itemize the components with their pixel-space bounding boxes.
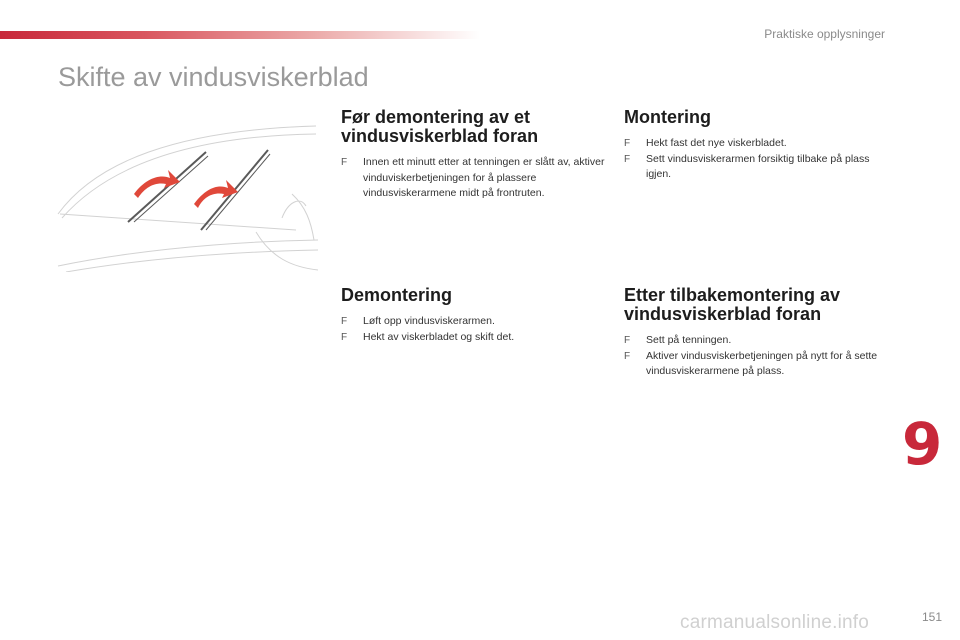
- list-item: F Aktiver vindusviskerbetjeningen på nytt for å sette vindusviskerarmene på plass.: [624, 349, 878, 377]
- list-item: F Sett vindusviskerarmen forsiktig tilbake på plass igjen.: [624, 152, 870, 180]
- wiper-arm-left: [128, 152, 208, 222]
- list-item: F Innen ett minutt etter at tenningen er slått av, aktiver vinduviskerbetjeningen for å plassere vindusviskerarmene midt på frontruten.: [341, 156, 605, 199]
- bullet-icon: F: [341, 157, 348, 168]
- section-heading: Før demontering av et vindusviskerblad foran: [341, 107, 539, 146]
- section-heading: Demontering: [341, 285, 453, 305]
- bullet-icon: F: [341, 331, 348, 343]
- bullet-icon: F: [341, 316, 348, 327]
- section-mounting: [624, 108, 892, 183]
- section-name: Praktiske opplysninger: [764, 27, 885, 41]
- bullet-icon: F: [624, 350, 631, 362]
- arrow-icon: [134, 170, 180, 198]
- arrow-icon: [194, 180, 238, 208]
- chapter-number: 9: [902, 410, 943, 478]
- wiper-illustration: [56, 122, 318, 272]
- bullet-icon: F: [624, 153, 631, 165]
- section-removal: [341, 286, 609, 345]
- section-after-reinstall: [624, 286, 892, 380]
- watermark: carmanualsonline.info: [680, 612, 870, 633]
- list-item: F Hekt fast det nye viskerbladet.: [624, 136, 892, 152]
- page-number: 151: [921, 610, 942, 624]
- section-heading: Etter tilbakemontering av vindusviskerblad foran: [624, 285, 841, 324]
- header-accent-bar: [0, 31, 480, 39]
- page-title: Skifte av vindusviskerblad: [58, 62, 369, 92]
- section-heading: Montering: [624, 107, 711, 127]
- list-item: F Sett på tenningen.: [624, 333, 892, 349]
- bullet-icon: F: [624, 138, 631, 149]
- list-item: F Løft opp vindusviskerarmen.: [341, 314, 609, 330]
- section-before-removal: [341, 108, 609, 202]
- list-item: F Hekt av viskerbladet og skift det.: [341, 330, 609, 346]
- bullet-icon: F: [624, 335, 631, 346]
